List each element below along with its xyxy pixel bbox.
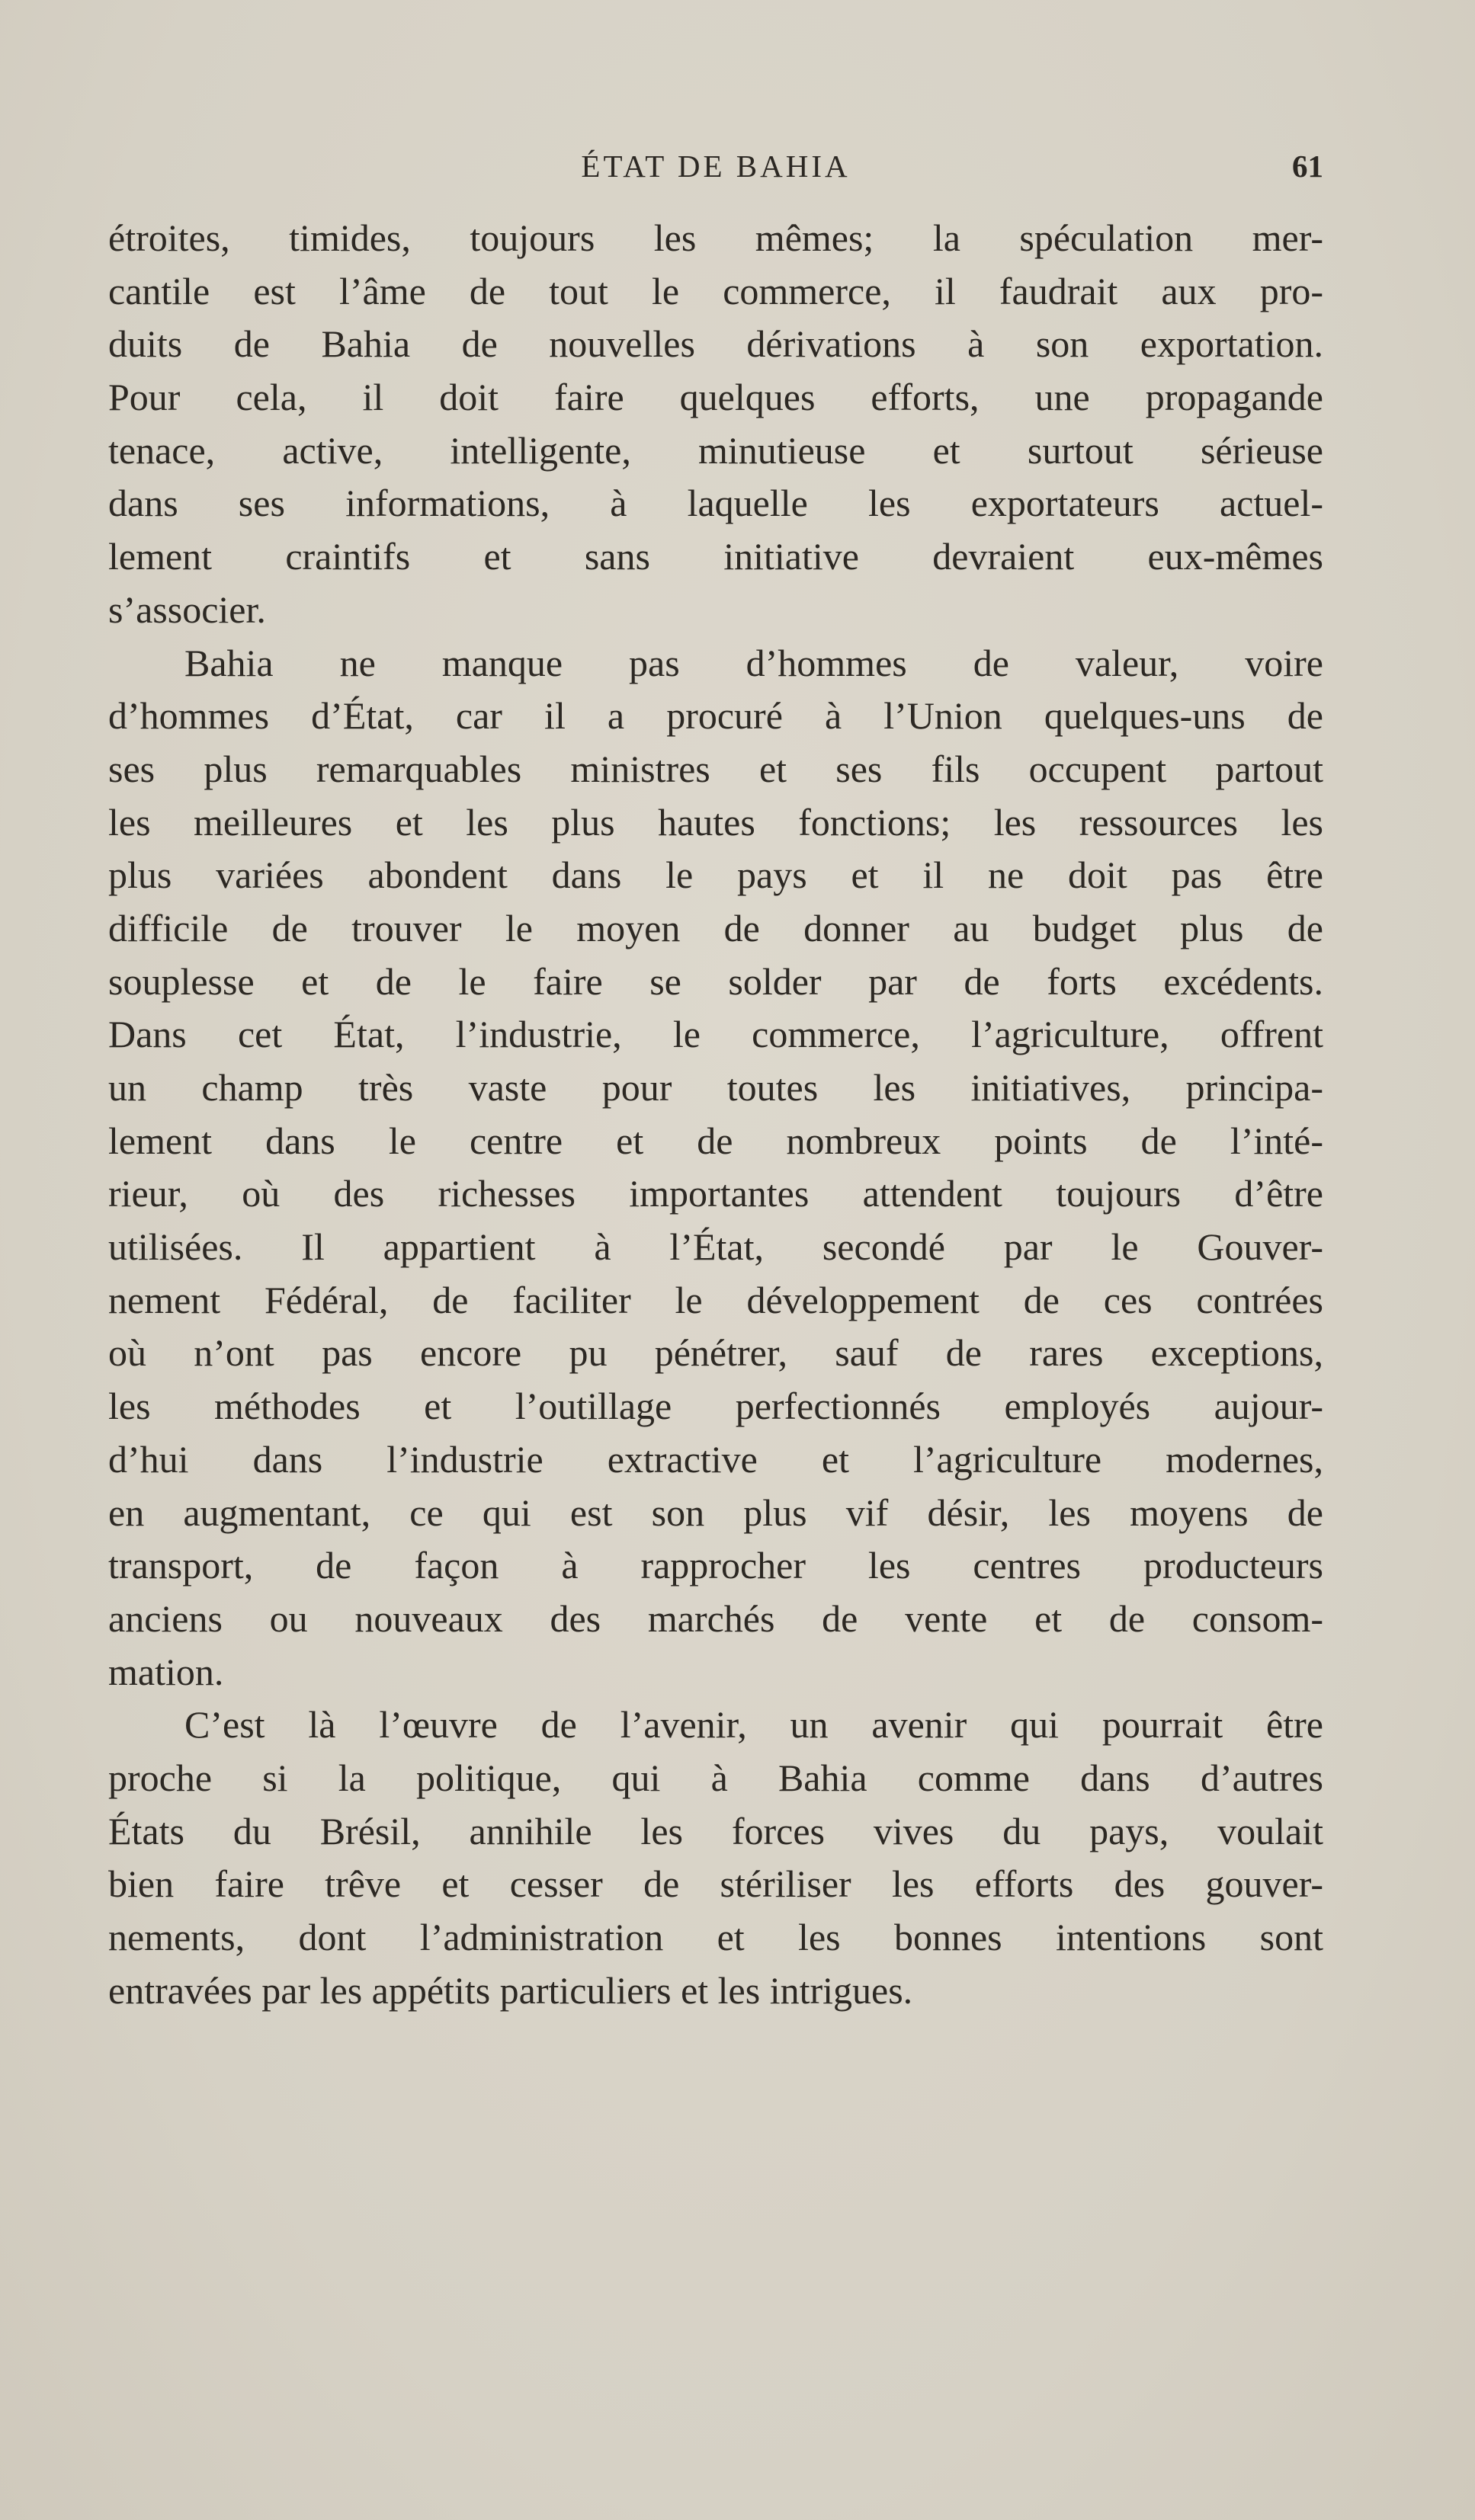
text-line: un champ très vaste pour toutes les initiatives, principa-: [108, 1066, 1323, 1109]
text-line: étroites, timides, toujours les mêmes; la spéculation mer-: [108, 216, 1323, 259]
text-line: transport, de façon à rapprocher les centres producteurs: [108, 1544, 1323, 1587]
text-line: proche si la politique, qui à Bahia comme dans d’autres: [108, 1756, 1323, 1799]
text-line: nement Fédéral, de faciliter le développement de ces contrées: [108, 1278, 1323, 1321]
text-line: anciens ou nouveaux des marchés de vente et de consom-: [108, 1596, 1323, 1640]
text-line: les meilleures et les plus hautes fonctions; les ressources les: [108, 800, 1323, 844]
text-line: mation.: [108, 1650, 224, 1693]
text-line: difficile de trouver le moyen de donner au budget plus de: [108, 906, 1323, 949]
text-line: cantile est l’âme de tout le commerce, il faudrait aux pro-: [108, 269, 1323, 312]
text-line: dans ses informations, à laquelle les exportateurs actuel-: [108, 482, 1323, 525]
text-line: s’associer.: [108, 588, 266, 631]
text-line: ses plus remarquables ministres et ses fils occupent partout: [108, 747, 1323, 790]
text-line: d’hui dans l’industrie extractive et l’agriculture modernes,: [108, 1437, 1323, 1481]
text-line: Pour cela, il doit faire quelques efforts, une propagande: [108, 376, 1323, 419]
paragraph-start-line: C’est là l’œuvre de l’avenir, un avenir qui pourrait être: [184, 1703, 1323, 1747]
text-line: Dans cet État, l’industrie, le commerce, l’agriculture, offrent: [108, 1013, 1323, 1056]
page-number: 61: [1292, 149, 1323, 184]
text-line: plus variées abondent dans le pays et il ne doit pas être: [108, 853, 1323, 897]
text-line: rieur, où des richesses importantes attendent toujours d’être: [108, 1172, 1323, 1215]
text-line: nements, dont l’administration et les bonnes intentions sont: [108, 1916, 1323, 1958]
text-line: utilisées. Il appartient à l’État, secondé par le Gouver-: [108, 1225, 1323, 1269]
text-line: duits de Bahia de nouvelles dérivations à son exportation.: [108, 322, 1323, 366]
text-line: États du Brésil, annihile les forces vives du pays, voulait: [108, 1809, 1323, 1852]
text-line: lement dans le centre et de nombreux points de l’inté-: [108, 1119, 1323, 1162]
text-line: les méthodes et l’outillage perfectionnés employés aujour-: [108, 1385, 1323, 1428]
body-text: [108, 212, 1323, 2017]
text-line: souplesse et de le faire se solder par de forts excédents.: [108, 959, 1323, 1003]
text-line: lement craintifs et sans initiative devraient eux-mêmes: [108, 535, 1323, 578]
running-title: ÉTAT DE BAHIA: [581, 149, 851, 184]
text-line: en augmentant, ce qui est son plus vif désir, les moyens de: [108, 1491, 1323, 1534]
text-line: entravées par les appétits particuliers et les intrigues.: [108, 1968, 913, 2012]
page-header: [108, 145, 1323, 191]
paragraph-start-line: Bahia ne manque pas d’hommes de valeur, voire: [184, 641, 1323, 684]
text-line: d’hommes d’État, car il a procuré à l’Union quelques-uns de: [108, 694, 1323, 738]
text-line: bien faire trêve et cesser de stériliser les efforts des gouver-: [108, 1862, 1323, 1906]
text-line: où n’ont pas encore pu pénétrer, sauf de rares exceptions,: [108, 1331, 1323, 1375]
text-line: tenace, active, intelligente, minutieuse et surtout sérieuse: [108, 428, 1323, 472]
